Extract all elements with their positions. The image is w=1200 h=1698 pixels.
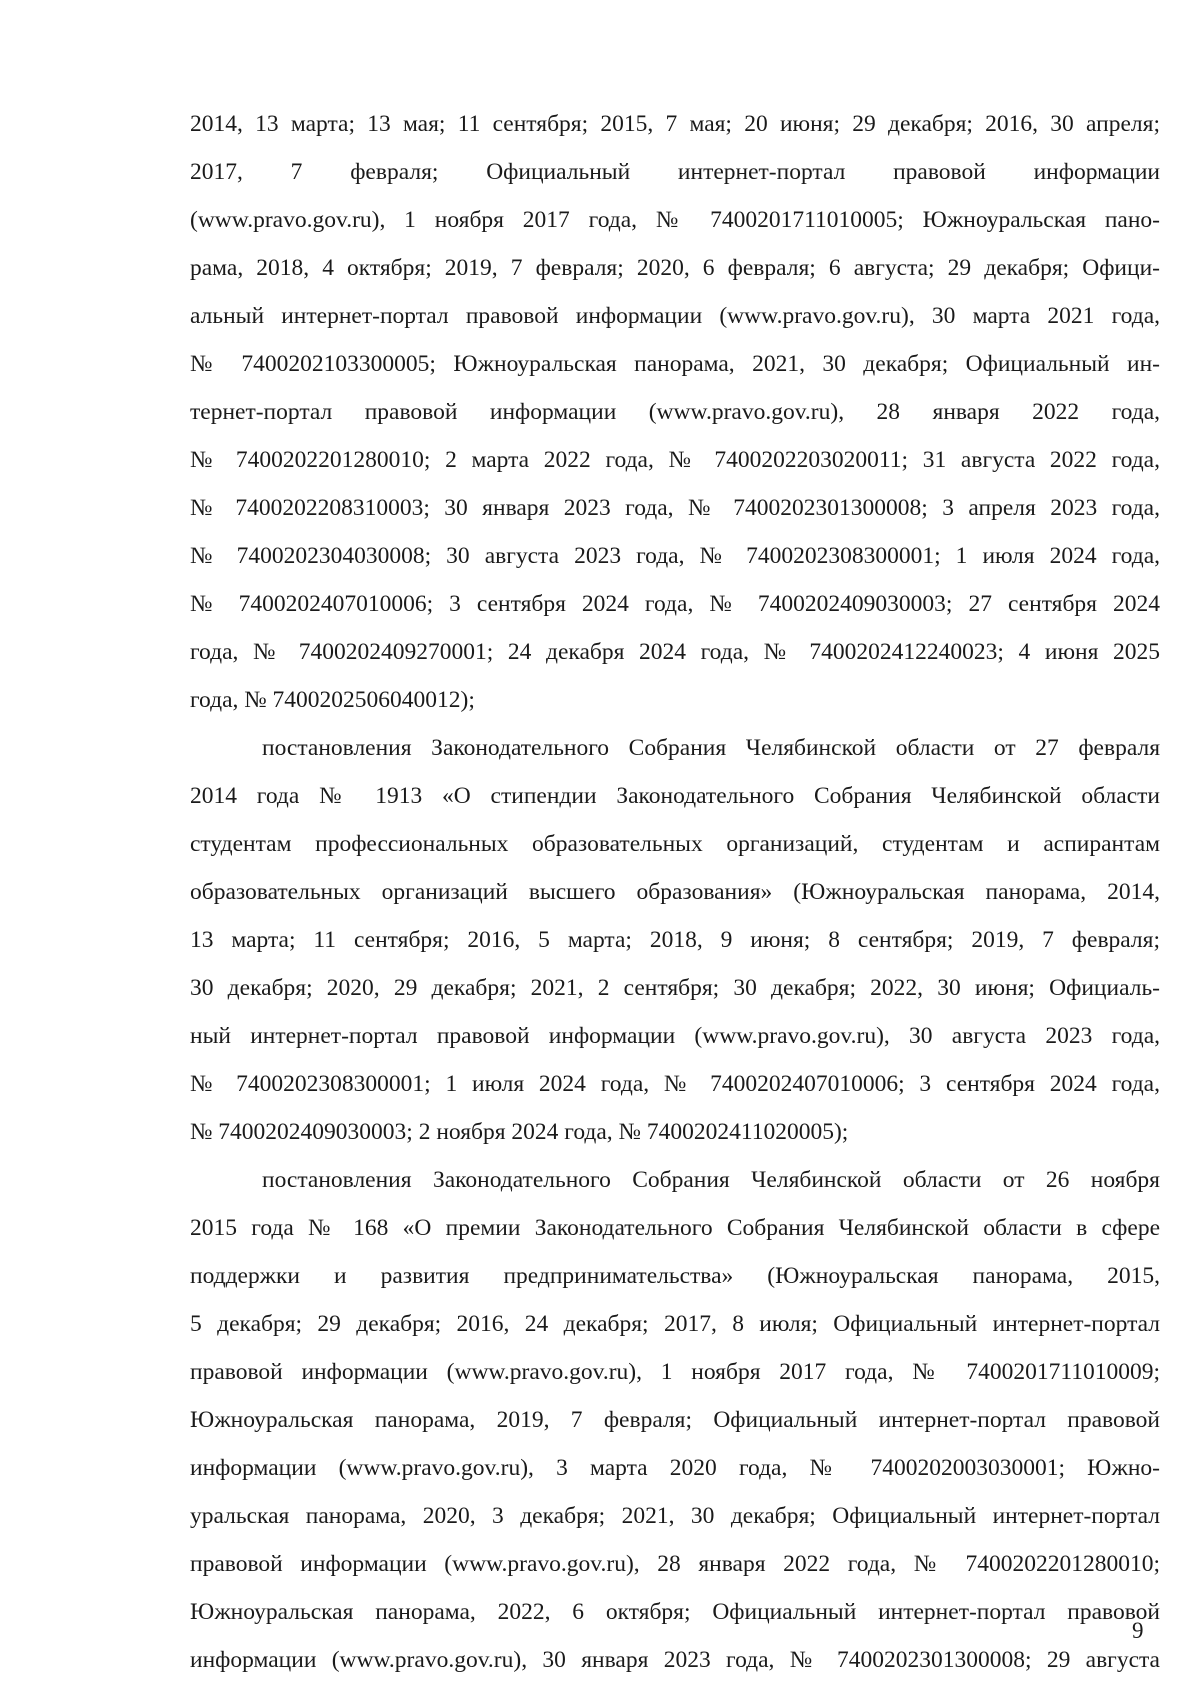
text-line: 2014 года № 1913 «О стипендии Законодательного Собрания Челябинской области bbox=[190, 783, 1160, 809]
text-line: № 7400202201280010; 2 марта 2022 года, № 7400202203020011; 31 августа 2022 года, bbox=[190, 447, 1160, 473]
text-line: Южноуральская панорама, 2022, 6 октября; Официальный интернет-портал правовой bbox=[190, 1599, 1160, 1625]
text-line: № 7400202208310003; 30 января 2023 года, № 7400202301300008; 3 апреля 2023 года, bbox=[190, 495, 1160, 521]
text-line: уральская панорама, 2020, 3 декабря; 2021, 30 декабря; Официальный интернет-портал bbox=[190, 1503, 1160, 1529]
text-line: № 7400202308300001; 1 июля 2024 года, № 7400202407010006; 3 сентября 2024 года, bbox=[190, 1071, 1160, 1097]
text-line: 30 декабря; 2020, 29 декабря; 2021, 2 сентября; 30 декабря; 2022, 30 июня; Официаль- bbox=[190, 975, 1160, 1001]
page-number: 9 bbox=[1132, 1618, 1144, 1643]
text-line: 2017, 7 февраля; Официальный интернет-портал правовой информации bbox=[190, 159, 1160, 185]
text-line: № 7400202409030003; 2 ноября 2024 года, № 7400202411020005); bbox=[190, 1119, 849, 1145]
text-line: 5 декабря; 29 декабря; 2016, 24 декабря; 2017, 8 июля; Официальный интернет-портал bbox=[190, 1311, 1160, 1337]
text-line: образовательных организаций высшего образования» (Южноуральская панорама, 2014, bbox=[190, 879, 1160, 905]
text-line: ный интернет-портал правовой информации (www.pravo.gov.ru), 30 августа 2023 года, bbox=[190, 1023, 1160, 1049]
text-line: тернет-портал правовой информации (www.pravo.gov.ru), 28 января 2022 года, bbox=[190, 399, 1160, 425]
text-line: года, № 7400202506040012); bbox=[190, 687, 475, 713]
text-line: постановления Законодательного Собрания Челябинской области от 26 ноября bbox=[262, 1167, 1160, 1193]
text-line: информации (www.pravo.gov.ru), 3 марта 2020 года, № 7400202003030001; Южно- bbox=[190, 1455, 1160, 1481]
text-line: (www.pravo.gov.ru), 1 ноября 2017 года, № 7400201711010005; Южноуральская пано- bbox=[190, 207, 1160, 233]
text-line: альный интернет-портал правовой информации (www.pravo.gov.ru), 30 марта 2021 года, bbox=[190, 303, 1160, 329]
text-line: правовой информации (www.pravo.gov.ru), 28 января 2022 года, № 7400202201280010; bbox=[190, 1551, 1160, 1577]
text-line: рама, 2018, 4 октября; 2019, 7 февраля; 2020, 6 февраля; 6 августа; 29 декабря; Офици- bbox=[190, 255, 1160, 281]
paragraph bbox=[190, 1156, 1160, 1684]
text-line: № 7400202407010006; 3 сентября 2024 года, № 7400202409030003; 27 сентября 2024 bbox=[190, 591, 1160, 617]
text-line: студентам профессиональных образовательных организаций, студентам и аспирантам bbox=[190, 831, 1160, 857]
text-line: 13 марта; 11 сентября; 2016, 5 марта; 2018, 9 июня; 8 сентября; 2019, 7 февраля; bbox=[190, 927, 1160, 953]
paragraph bbox=[190, 724, 1160, 1156]
text-line: Южноуральская панорама, 2019, 7 февраля; Официальный интернет-портал правовой bbox=[190, 1407, 1160, 1433]
text-line: 2014, 13 марта; 13 мая; 11 сентября; 2015, 7 мая; 20 июня; 29 декабря; 2016, 30 апреля; bbox=[190, 111, 1160, 137]
text-line: правовой информации (www.pravo.gov.ru), 1 ноября 2017 года, № 7400201711010009; bbox=[190, 1359, 1160, 1385]
text-line: № 7400202103300005; Южноуральская панорама, 2021, 30 декабря; Официальный ин- bbox=[190, 351, 1160, 377]
paragraph bbox=[190, 100, 1160, 724]
text-line: 2015 года № 168 «О премии Законодательного Собрания Челябинской области в сфере bbox=[190, 1215, 1160, 1241]
text-line: № 7400202304030008; 30 августа 2023 года, № 7400202308300001; 1 июля 2024 года, bbox=[190, 543, 1160, 569]
text-line: информации (www.pravo.gov.ru), 30 января 2023 года, № 7400202301300008; 29 августа bbox=[190, 1647, 1160, 1673]
body-text bbox=[190, 100, 1160, 1684]
text-line: поддержки и развития предпринимательства» (Южноуральская панорама, 2015, bbox=[190, 1263, 1160, 1289]
text-line: постановления Законодательного Собрания Челябинской области от 27 февраля bbox=[262, 735, 1160, 761]
text-line: года, № 7400202409270001; 24 декабря 2024 года, № 7400202412240023; 4 июня 2025 bbox=[190, 639, 1160, 665]
